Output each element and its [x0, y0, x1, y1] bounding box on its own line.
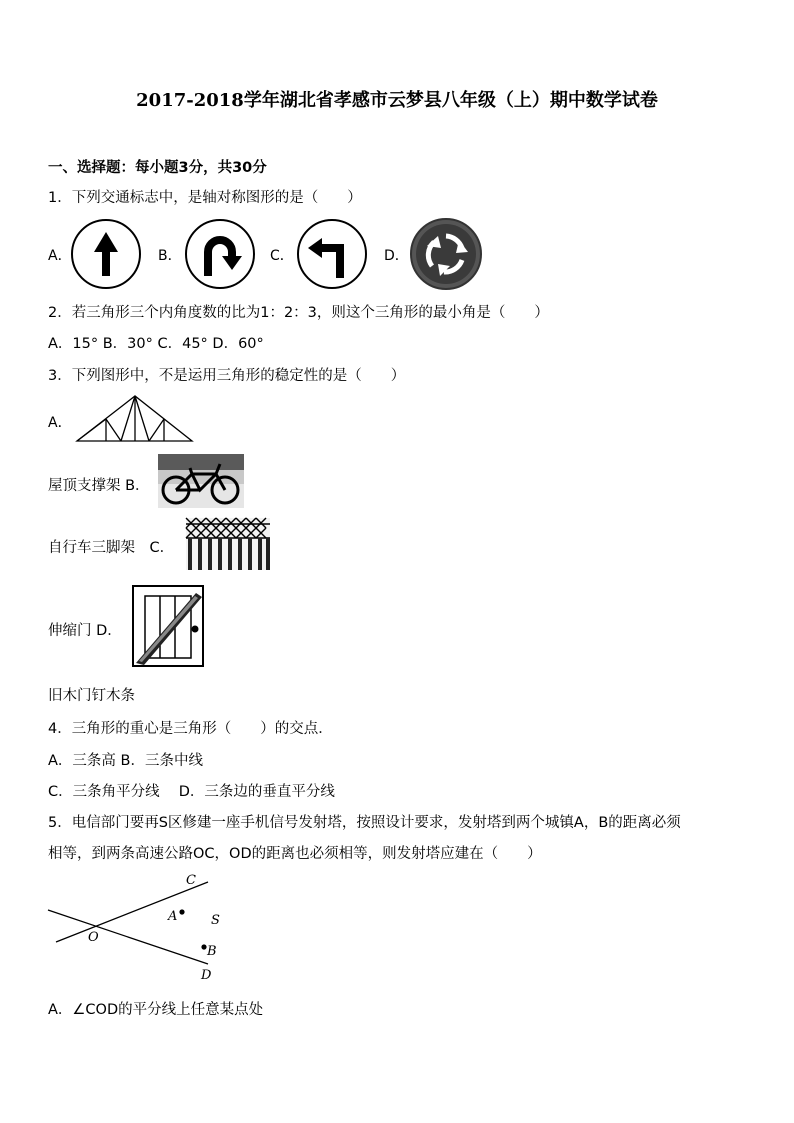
q3-option-d-label: 伸缩门 D．	[48, 623, 122, 639]
q4-options-1: A．三条高 B．三条中线	[48, 753, 203, 769]
label-s: S	[211, 913, 220, 928]
left-turn-icon	[296, 218, 368, 290]
question-5-line-2: 相等，到两条高速公路OC，OD的距离也必须相等，则发射塔应建在（ ）	[48, 846, 542, 862]
label-b: B	[207, 944, 217, 959]
question-4: 4．三角形的重心是三角形（ ）的交点．	[48, 721, 333, 737]
page-title: 2017-2018学年湖北省孝感市云梦县八年级（上）期中数学试卷	[136, 90, 658, 111]
section-heading: 一、选择题：每小题3分，共30分	[48, 160, 267, 176]
question-2: 2．若三角形三个内角度数的比为1：2：3，则这个三角形的最小角是（ ）	[48, 305, 549, 321]
label-a: A	[168, 909, 178, 924]
wooden-door-figure	[132, 585, 204, 667]
roundabout-icon	[410, 218, 482, 290]
q1-option-d-label: D．	[384, 248, 409, 264]
question-1: 1．下列交通标志中，是轴对称图形的是（ ）	[48, 190, 362, 206]
q3-option-b-label: 屋顶支撑架 B．	[48, 478, 150, 494]
question-5-line-1: 5．电信部门要再S区修建一座手机信号发射塔，按照设计要求，发射塔到两个城镇A，B的距离必须	[48, 815, 681, 831]
q3-option-c-label: 自行车三脚架 C．	[48, 540, 175, 556]
q3-option-a-label: A．	[48, 415, 72, 431]
folding-gate-figure	[186, 518, 270, 570]
q1-option-c-label: C．	[270, 248, 294, 264]
label-c: C	[186, 873, 196, 888]
straight-arrow-icon	[70, 218, 142, 290]
q2-options: A．15° B．30° C．45° D．60°	[48, 336, 264, 352]
angle-cod-figure	[46, 872, 226, 984]
q1-option-b-label: B．	[158, 248, 182, 264]
question-3: 3．下列图形中，不是运用三角形的稳定性的是（ ）	[48, 368, 406, 384]
q3-d-caption: 旧木门钉木条	[48, 688, 135, 704]
bicycle-figure	[158, 454, 244, 508]
label-d: D	[201, 968, 212, 983]
label-o: O	[88, 930, 99, 945]
q4-options-2: C．三条角平分线 D．三条边的垂直平分线	[48, 784, 335, 800]
roof-truss-figure	[76, 394, 194, 444]
q5-option-a: A．∠COD的平分线上任意某点处	[48, 1002, 264, 1018]
u-turn-icon	[184, 218, 256, 290]
q1-option-a-label: A．	[48, 248, 72, 264]
